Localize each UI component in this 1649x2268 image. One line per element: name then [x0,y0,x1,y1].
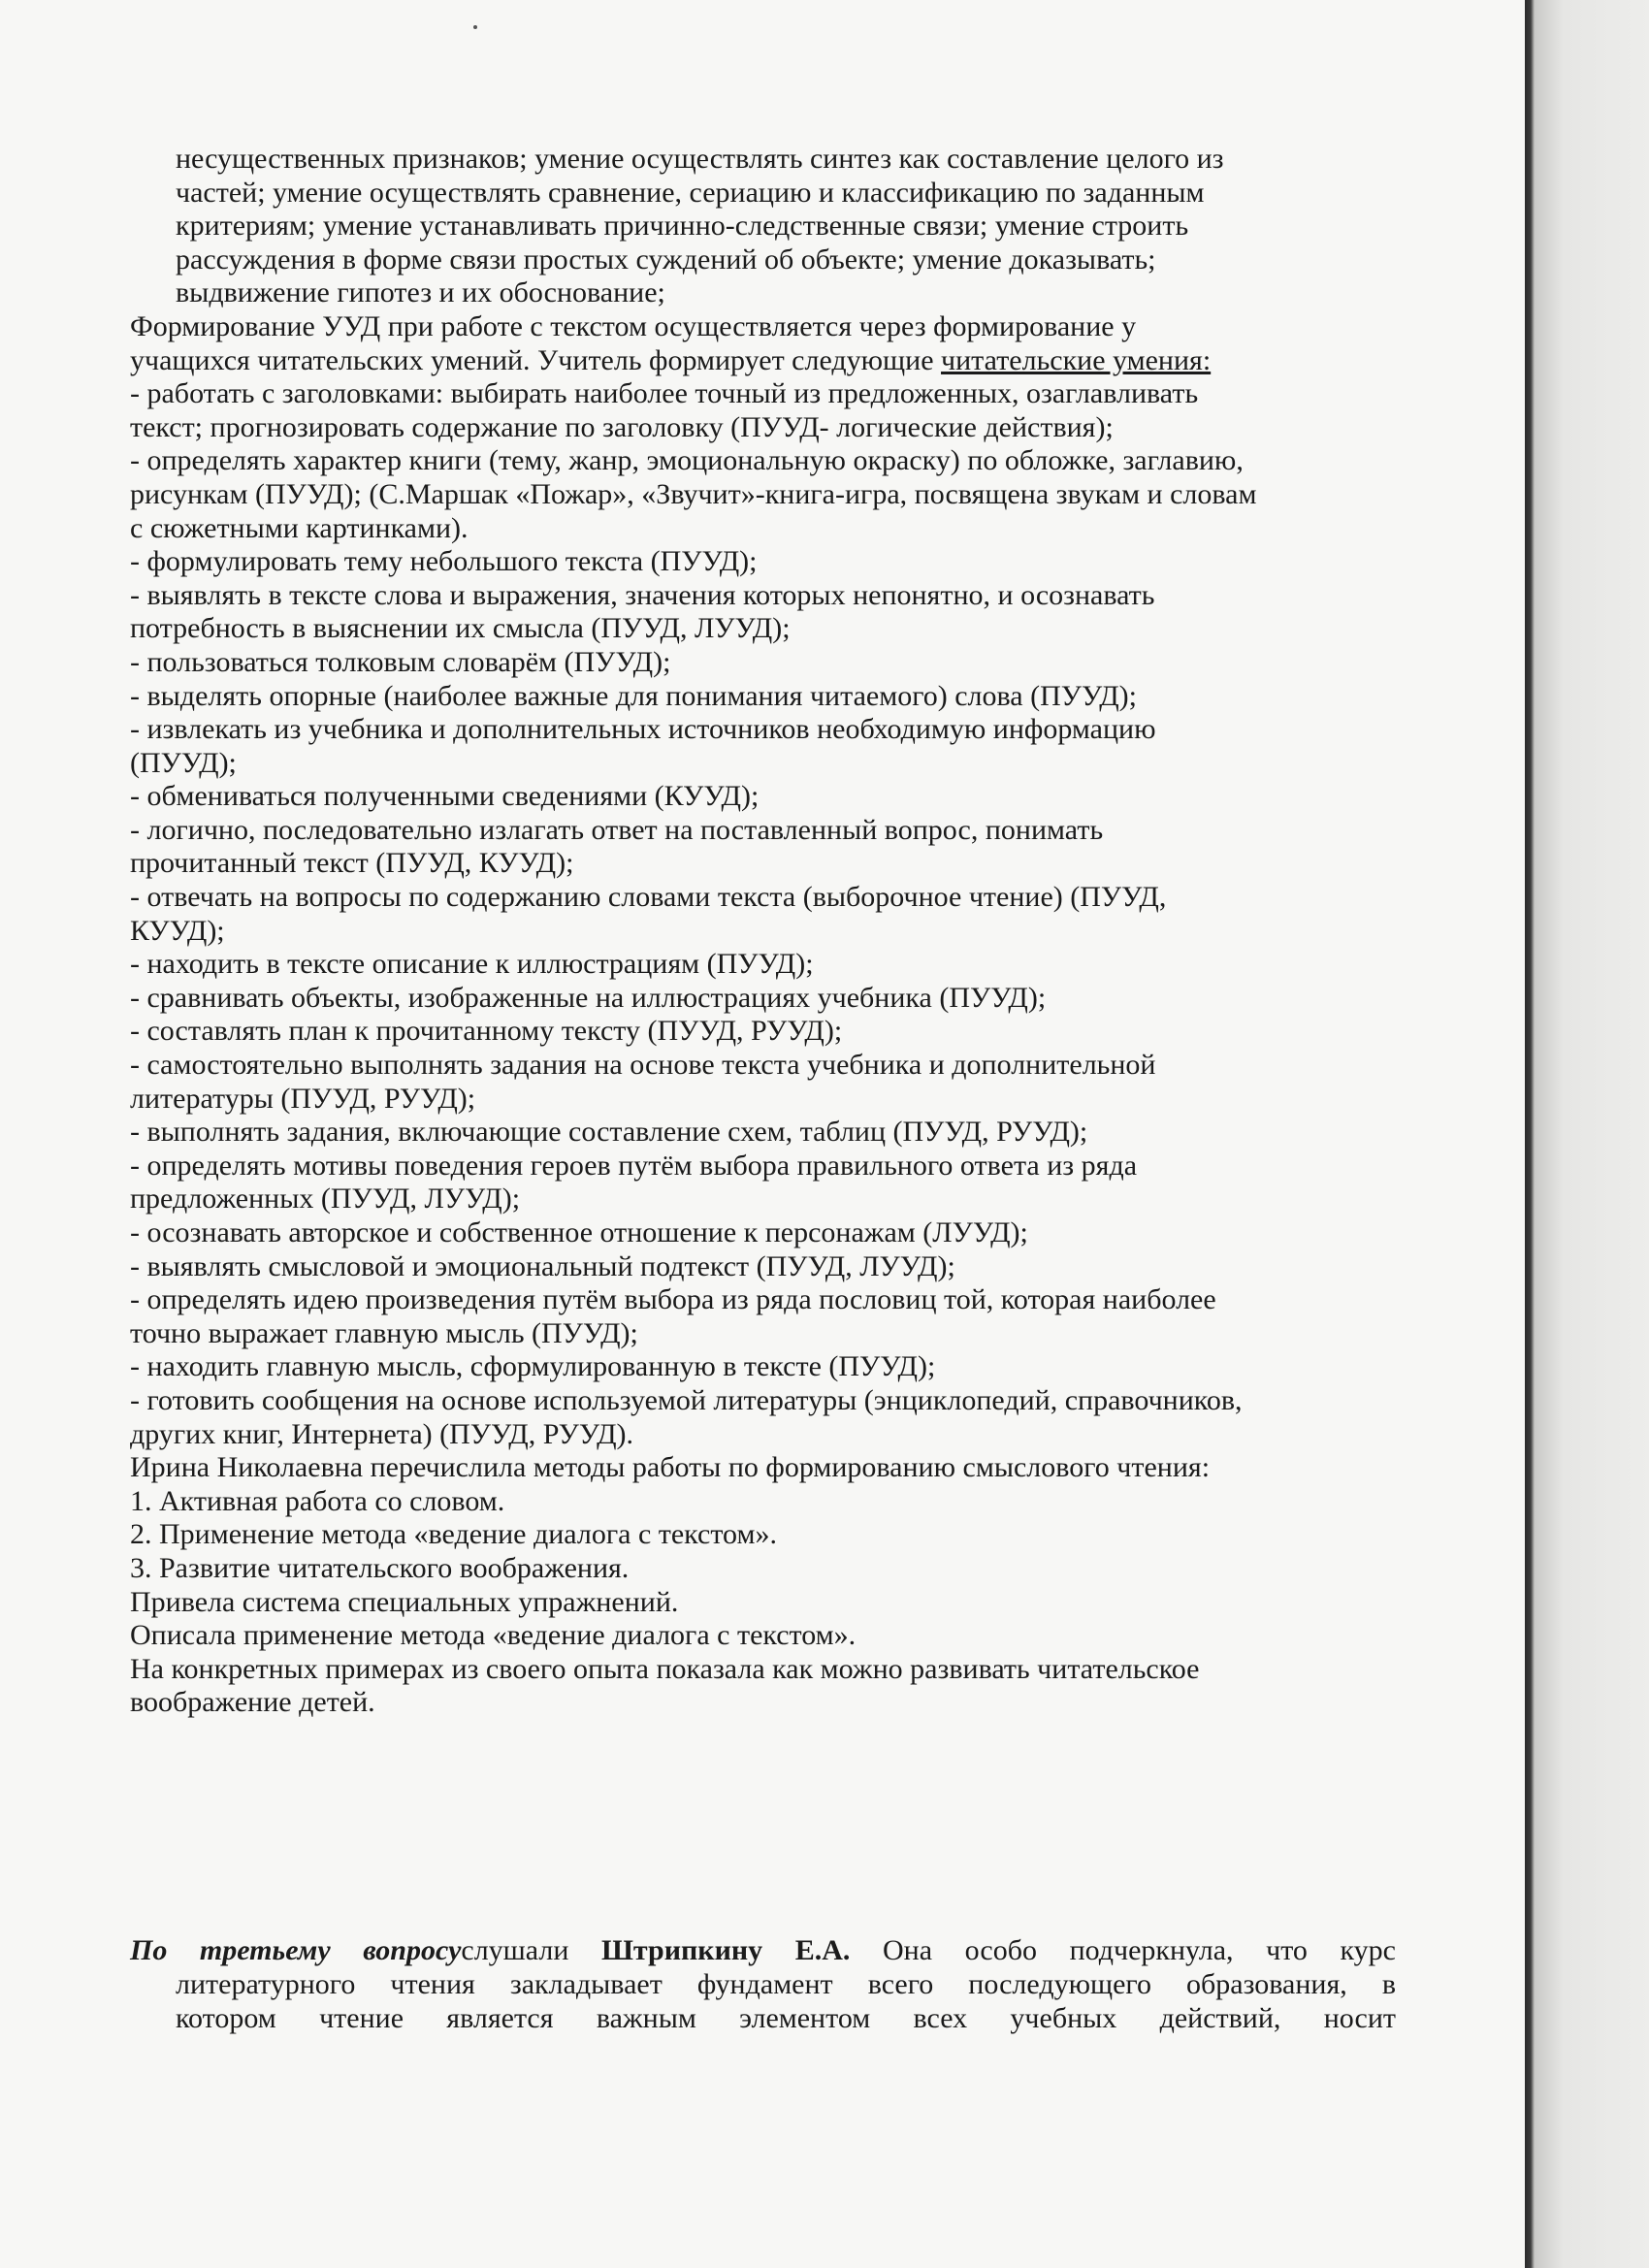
text-line-content: несущественных признаков; умение осуществлять синтез как составление целого из [176,143,1224,175]
text-line-content: Ирина Николаевна перечислила методы работы по формированию смыслового чтения: [130,1451,1211,1484]
text-line-content: Формирование УУД при работе с текстом осуществляется через формирование у [130,309,1137,342]
text-line-content: воображение детей. [130,1686,375,1719]
text-line [130,177,1396,211]
text-line-content: критериям; умение устанавливать причинно-следственные связи; умение строить [176,210,1189,243]
text-line [130,1451,1396,1485]
text-line [130,982,1396,1016]
text-line [130,948,1396,982]
text-line [130,1216,1396,1250]
text-line [130,1619,1396,1653]
text-line-content: - работать с заголовками: выбирать наиболее точный из предложенных, озаглавливать [130,377,1199,410]
third-question-line-1-rest: Она особо подчеркнула, что курс [850,1934,1396,1966]
text-line [130,344,1396,378]
text-line [130,1015,1396,1049]
text-line [130,680,1396,714]
text-line [130,243,1396,277]
text-line [130,847,1396,881]
text-line-content: - выполнять задания, включающие составление схем, таблиц (ПУУД, РУУД); [130,1116,1088,1149]
text-line [130,1552,1396,1586]
text-line-content: - составлять план к прочитанному тексту (ПУУД, РУУД); [130,1015,843,1048]
text-line [130,1250,1396,1284]
text-line-content: других книг, Интернета) (ПУУД, РУУД). [130,1417,634,1450]
text-line-content: потребность в выяснении их смысла (ПУУД, ЛУУД); [130,612,791,645]
third-question-line-2: литературного чтения закладывает фундамент всего последующего образования, в [176,1968,1396,2000]
text-line-content: КУУД); [130,914,225,947]
text-line [130,512,1396,546]
text-line [130,1083,1396,1117]
text-line-content: - выявлять смысловой и эмоциональный подтекст (ПУУД, ЛУУД); [130,1249,955,1282]
text-line-content: - готовить сообщения на основе используемой литературы (энциклопедий, справочников, [130,1383,1243,1416]
text-line-content: - логично, последовательно излагать ответ на поставленный вопрос, понимать [130,813,1104,846]
text-line [130,1183,1396,1216]
text-line-content: - самостоятельно выполнять задания на основе текста учебника и дополнительной [130,1049,1156,1082]
text-line [130,1350,1396,1384]
text-line-content: На конкретных примерах из своего опыта показала как можно развивать читательское [130,1652,1200,1685]
text-line [130,1384,1396,1418]
text-line-content: 2. Применение метода «ведение диалога с текстом». [130,1518,777,1551]
third-question-lead: По третьему вопросу [130,1934,462,1966]
text-line [130,444,1396,478]
text-line-content: - пользоваться толковым словарём (ПУУД); [130,645,671,678]
text-line-content: - выделять опорные (наиболее важные для понимания читаемого) слова (ПУУД); [130,679,1138,712]
text-line [130,1283,1396,1317]
text-line [130,1418,1396,1452]
text-line [130,1485,1396,1519]
document-body [130,143,1396,1720]
text-line-content: выдвижение гипотез и их обоснование; [176,276,665,309]
third-question-verb: слушали [461,1934,601,1966]
text-line-content: - сравнивать объекты, изображенные на иллюстрациях учебника (ПУУД); [130,981,1047,1014]
text-line [130,1686,1396,1720]
text-line-content: - формулировать тему небольшого текста (ПУУД); [130,545,758,578]
text-line-content: - определять мотивы поведения героев путём выбора правильного ответа из ряда [130,1149,1138,1182]
text-line-content: предложенных (ПУУД, ЛУУД); [130,1183,521,1215]
scan-speck [473,25,477,29]
text-line-content: - отвечать на вопросы по содержанию словами текста (выборочное чтение) (ПУУД, [130,881,1167,914]
text-line-content: (ПУУД); [130,746,237,779]
text-line-content: - находить в тексте описание к иллюстрациям (ПУУД); [130,948,814,981]
text-line [130,276,1396,310]
text-line [130,579,1396,613]
text-line-content: - осознавать авторское и собственное отношение к персонажам (ЛУУД); [130,1216,1028,1248]
text-line [130,1653,1396,1687]
text-line-content: рисункам (ПУУД); (С.Маршак «Пожар», «Звучит»-книга-игра, посвящена звукам и словам [130,477,1257,510]
text-line [130,747,1396,781]
text-line [130,612,1396,646]
text-line [130,210,1396,243]
text-line [130,310,1396,344]
text-line-content: литературы (ПУУД, РУУД); [130,1082,476,1115]
text-line [130,1150,1396,1183]
text-line [130,143,1396,177]
text-line-content: - определять характер книги (тему, жанр, эмоциональную окраску) по обложке, заглавию, [130,444,1244,477]
text-line-content: - обмениваться полученными сведениями (КУУД); [130,780,760,813]
text-line-content: Описала применение метода «ведение диалога с текстом». [130,1619,857,1652]
third-question-line-3: котором чтение является важным элементом всех учебных действий, носит [176,2002,1396,2034]
text-line [130,646,1396,680]
text-line-content: - извлекать из учебника и дополнительных источников необходимую информацию [130,713,1156,746]
text-line-content: точно выражает главную мысль (ПУУД); [130,1316,638,1349]
text-line-content: учащихся читательских умений. Учитель формирует следующие [130,343,942,376]
text-line-content: - определять идею произведения путём выбора из ряда пословиц той, которая наиболее [130,1283,1216,1316]
text-line [130,713,1396,747]
text-line [130,814,1396,848]
text-line [130,1317,1396,1351]
text-line [130,1116,1396,1150]
text-line [130,915,1396,949]
text-line-content: - выявлять в тексте слова и выражения, значения которых непонятно, и осознавать [130,578,1155,611]
underlined-phrase: читательские умения: [941,343,1212,376]
text-line [130,1518,1396,1552]
text-line [130,411,1396,445]
third-question-line-1 [130,1933,1396,1967]
speaker-name: Штрипкину Е.А. [600,1934,851,1966]
third-question-paragraph [130,1933,1396,2035]
text-line [130,1586,1396,1620]
text-line-content: 1. Активная работа со словом. [130,1484,505,1517]
text-line-content: частей; умение осуществлять сравнение, сериацию и классификацию по заданным [176,176,1205,209]
text-line [130,881,1396,915]
text-line [130,545,1396,579]
text-line [130,780,1396,814]
text-line-content: с сюжетными картинками). [130,511,469,544]
text-line [130,377,1396,411]
text-line-content: текст; прогнозировать содержание по заголовку (ПУУД- логические действия); [130,410,1114,443]
text-line-content: - находить главную мысль, сформулированную в тексте (ПУУД); [130,1350,936,1383]
text-line [130,478,1396,512]
text-line-content: Привела система специальных упражнений. [130,1585,679,1618]
text-line [130,1049,1396,1083]
text-line-content: рассуждения в форме связи простых суждений об объекте; умение доказывать; [176,243,1156,275]
text-line-content: 3. Развитие читательского воображения. [130,1551,630,1584]
text-line-content: прочитанный текст (ПУУД, КУУД); [130,847,574,880]
scanner-edge [1525,0,1649,2268]
